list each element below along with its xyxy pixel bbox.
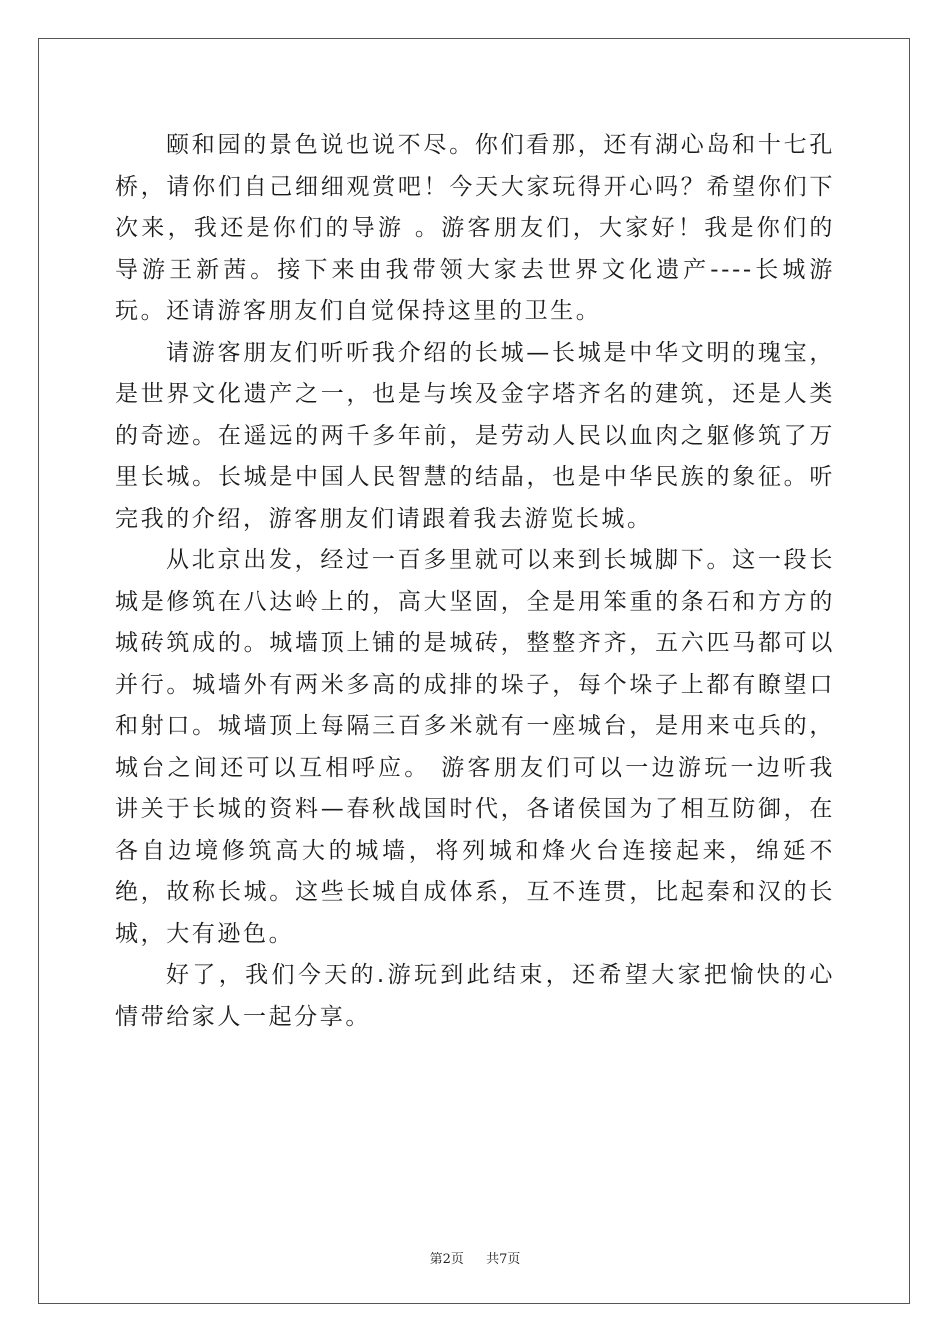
paragraph-4: 好了，我们今天的.游玩到此结束，还希望大家把愉快的心情带给家人一起分享。 [115, 962, 835, 1030]
total-pages: 共7页 [486, 1252, 521, 1267]
page-footer [0, 1248, 950, 1267]
paragraph-1: 颐和园的景色说也说不尽。你们看那，还有湖心岛和十七孔桥，请你们自己细细观赏吧！今天大家玩得开心吗？希望你们下次来，我还是你们的导游 。游客朋友们，大家好！我是你们的导游王新茜。接下来由我带领大家去世界文化遗产----长城游玩。还请游客朋友们自觉保持这里的卫生。 [115, 132, 835, 324]
paragraph-2: 请游客朋友们听听我介绍的长城—长城是中华文明的瑰宝，是世界文化遗产之一，也是与埃及金字塔齐名的建筑，还是人类的奇迹。在遥远的两千多年前，是劳动人民以血肉之躯修筑了万里长城。长城是中国人民智慧的结晶，也是中华民族的象征。听完我的介绍，游客朋友们请跟着我去游览长城。 [115, 339, 835, 532]
page-number: 第2页 [429, 1252, 464, 1267]
paragraph-3: 从北京出发，经过一百多里就可以来到长城脚下。这一段长城是修筑在八达岭上的，高大坚固，全是用笨重的条石和方方的城砖筑成的。城墙顶上铺的是城砖，整整齐齐，五六匹马都可以并行。城墙外有两米多高的成排的垛子，每个垛子上都有瞭望口和射口。城墙顶上每隔三百多米就有一座城台，是用来屯兵的，城台之间还可以互相呼应。 游客朋友们可以一边游玩一边听我讲关于长城的资料—春秋战国时代，各诸侯国为了相互防御，在各自边境修筑高大的城墙，将列城和烽火台连接起来，绵延不绝，故称长城。这些长城自成体系，互不连贯，比起秦和汉的长城，大有逊色。 [115, 547, 835, 947]
document-body [115, 125, 835, 1038]
